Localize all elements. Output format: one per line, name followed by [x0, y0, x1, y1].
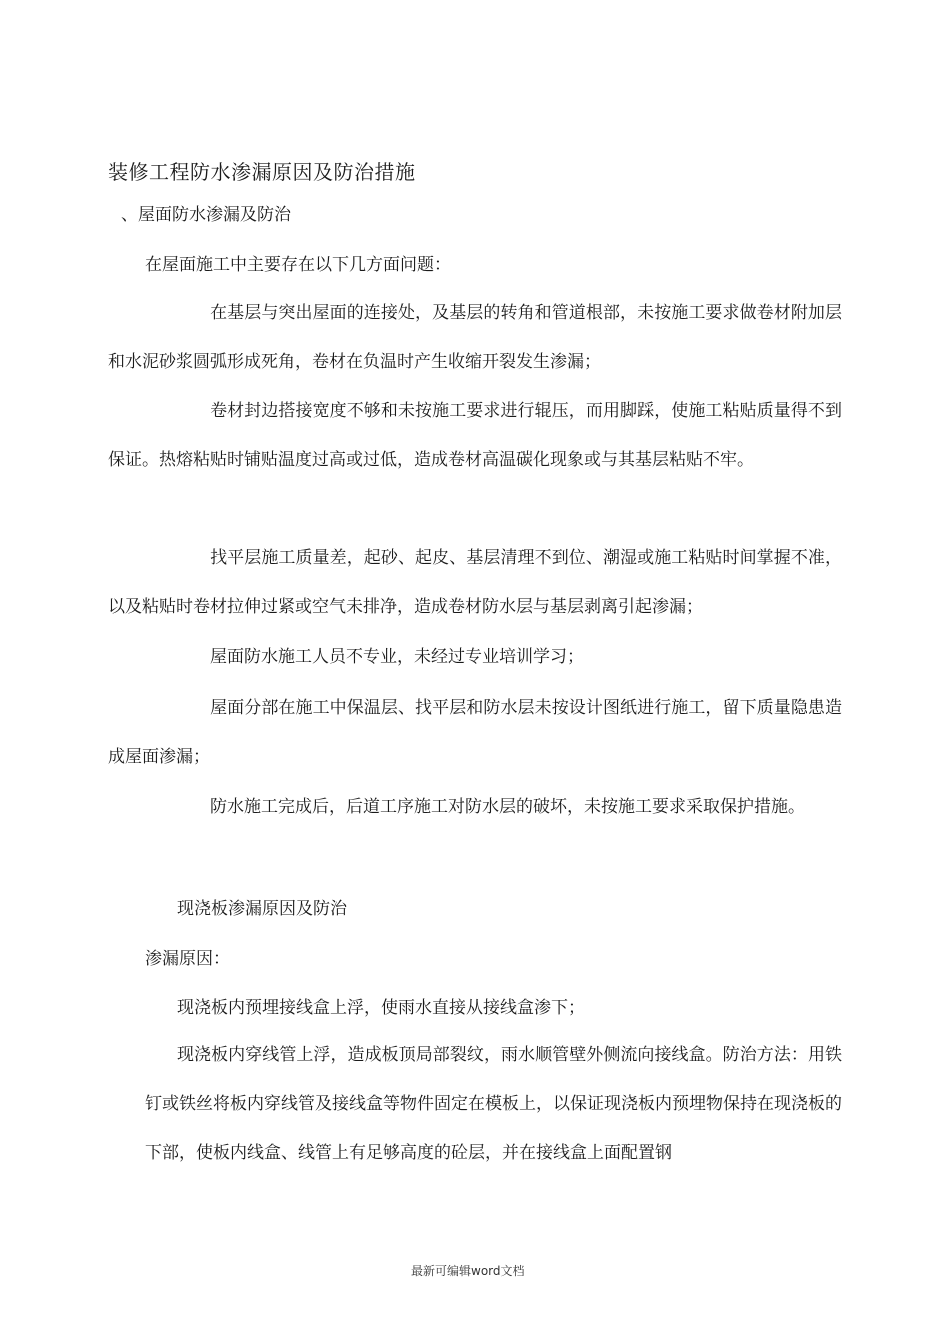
section1-heading: 、屋面防水渗漏及防治: [121, 205, 291, 225]
section2-heading: 现浇板渗漏原因及防治: [177, 899, 347, 919]
document-title: 装修工程防水渗漏原因及防治措施: [108, 160, 416, 184]
section2-cause-2: 现浇板内穿线管上浮，造成板顶局部裂纹，雨水顺管壁外侧流向接线盒。防治方法：用铁钉或铁丝将板内穿线管及接线盒等物件固定在模板上，以保证现浇板内预埋物保持在现浇板的下部，使板内线盒、线管上有足够高度的砼层，并在接线盒上面配置钢: [145, 1045, 842, 1163]
section1-item-5: [108, 684, 842, 782]
section1-item-6-text: 防水施工完成后，后道工序施工对防水层的破坏，未按施工要求采取保护措施。: [210, 797, 805, 817]
section1-item-1: [108, 289, 842, 387]
section2-cause-1: 现浇板内预埋接线盒上浮，使雨水直接从接线盒渗下；: [177, 998, 585, 1018]
section1-item-2-text: 卷材封边搭接宽度不够和未按施工要求进行辊压，而用脚踩，使施工粘贴质量得不到保证。热熔粘贴时铺贴温度过高或过低，造成卷材高温碳化现象或与其基层粘贴不牢。: [108, 401, 842, 470]
section1-intro: 在屋面施工中主要存在以下几方面问题：: [145, 255, 451, 275]
section1-item-2: [108, 387, 842, 485]
section1-item-3-text: 找平层施工质量差，起砂、起皮、基层清理不到位、潮湿或施工粘贴时间掌握不准，以及粘贴时卷材拉伸过紧或空气未排净，造成卷材防水层与基层剥离引起渗漏；: [108, 548, 842, 617]
section1-item-3: [108, 534, 842, 632]
section1-item-4-text: 屋面防水施工人员不专业，未经过专业培训学习；: [210, 647, 584, 667]
section2-cause-label: 渗漏原因：: [145, 949, 230, 969]
section1-item-6: [108, 783, 842, 832]
footer-text: 最新可编辑word文档: [411, 1264, 525, 1278]
section1-item-1-text: 在基层与突出屋面的连接处，及基层的转角和管道根部，未按施工要求做卷材附加层和水泥砂浆圆弧形成死角，卷材在负温时产生收缩开裂发生渗漏；: [108, 303, 842, 372]
section1-item-4: [108, 633, 842, 682]
section1-item-5-text: 屋面分部在施工中保温层、找平层和防水层未按设计图纸进行施工，留下质量隐患造成屋面渗漏；: [108, 698, 842, 767]
